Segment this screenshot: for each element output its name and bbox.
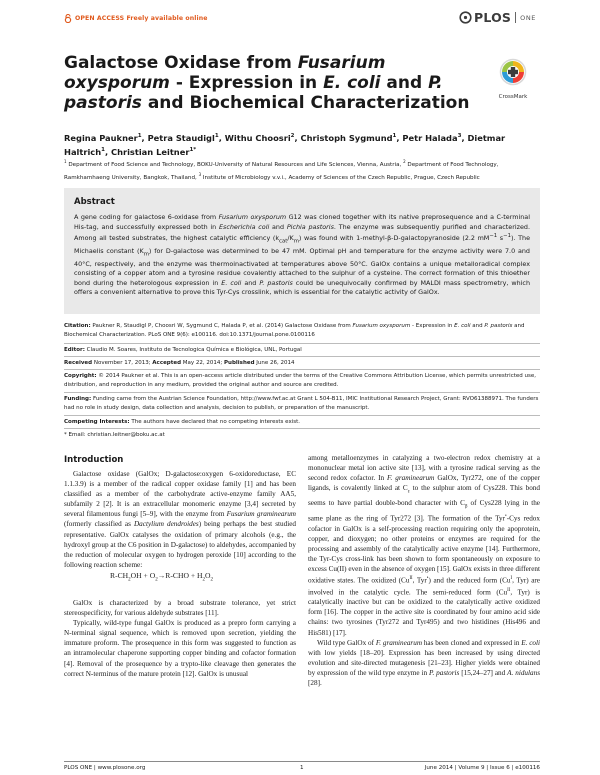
open-access-banner xyxy=(64,14,208,23)
divider xyxy=(64,428,540,429)
divider xyxy=(64,415,540,416)
open-access-label: OPEN ACCESS Freely available online xyxy=(75,15,208,22)
divider xyxy=(64,343,540,344)
plos-logo-icon xyxy=(459,11,472,24)
divider xyxy=(64,392,540,393)
intro-paragraph-5: Wild type GalOx of F. graminearum has been cloned and expressed in E. coli with low yields [18–20]. Expression has been increased by using directed evolution and site-directed mutagenesis [21–23]. Higher yields were obtained by expression of the wild type enzyme in P. pastoris [15,24–27] and A. nidulans [28]. xyxy=(308,638,540,688)
left-column-bottom xyxy=(64,598,296,679)
citation: Citation: Paukner R, Staudigl P, Choosri W, Sygmund C, Halada P, et al. (2014) Galactose Oxidase from Fusarium oxysporum - Expression in E. coli and P. pastoris and Biochemical Characterization. PLoS ONE 9(6): e100116. doi:10.1371/journal.pone.0100116 xyxy=(64,323,525,338)
author[interactable]: Christoph Sygmund$^1$ xyxy=(300,132,397,143)
footer-journal[interactable]: PLOS ONE | www.plosone.org xyxy=(64,765,146,771)
author[interactable]: Petr Halada$^3$ xyxy=(402,132,462,143)
footer-issue: June 2014 | Volume 9 | Issue 6 | e100116 xyxy=(424,765,540,771)
copyright: Copyright: © 2014 Paukner et al. This is an open-access article distributed under the terms of the Creative Commons Attribution License, which permits unrestricted use, distribution, and reproduction in any medium, provided the original author and source are credited. xyxy=(64,373,536,388)
introduction-heading: Introduction xyxy=(64,455,124,465)
footer-divider xyxy=(64,761,540,762)
journal-logo[interactable] xyxy=(459,10,536,25)
abstract-heading: Abstract xyxy=(74,197,115,207)
page-footer xyxy=(64,765,540,774)
abstract-text: A gene coding for galactose 6-oxidase from Fusarium oxysporum G12 was cloned together with its native preprosequence and a C-terminal His-tag, and successfully expressed both in Escherichia coli and Pichia pastoris. The enzyme was subsequently purified and characterized. Among all tested substrates, the highest catalytic efficiency $(k_{cat}/K_m)$ was found with 1-methyl-β-D-galactopyranoside (2.2 $mM^{-1}$ $s^{-1}$). The Michaelis constant $(K_m)$ for D-galactose was determined to be 47 mM. Optimal pH and temperature for the enzyme activity were 7.0 and 40°C, respectively, and the enzyme was thermoinactivated at temperatures above 50°C. GalOx contains a unique metalloradical complex consisting of a copper atom and a tyrosine residue covalently attached to the sulphur of a cysteine. The correct formation of this thioether bond during the heterologous expression in E. coli and P. pastoris could be unequivocally confirmed by MALDI mass spectrometry, which offers a convenient alternative to prove this Tyr-Cys crosslink, which is essential for the catalytic activity of GalOx. xyxy=(74,213,531,297)
author[interactable]: Petra Staudigl$^1$ xyxy=(147,132,219,143)
journal-name: ONE xyxy=(520,13,536,22)
crossmark-label: CrossMark xyxy=(498,94,528,100)
intro-paragraph-3: Typically, wild-type fungal GalOx is produced as a prepro form carrying a N-terminal signal sequence, which is removed upon secretion, yielding the immature proform. The prosequence in this form was suggested to function as an intramolecular chaperone supporting copper binding and cofactor formation [4]. Removal of the prosequence by a trypto-like cleavage then generates the correct N-terminus of the mature protein [12]. GalOx is unusual xyxy=(64,619,296,678)
article-title: Galactose Oxidase from Fusarium oxysporum - Expression in E. coli and P. pastoris and Biochemical Characterization xyxy=(64,53,470,113)
crossmark-badge[interactable] xyxy=(488,58,538,100)
abstract-box xyxy=(64,188,540,314)
author-list: Regina Paukner$^1$, Petra Staudigl$^1$, Withu Choosri$^2$, Christoph Sygmund$^1$, Petr Halada$^3$, Dietmar Haltrich$^1$, Christian Leitner$^{1*}$ xyxy=(64,132,506,158)
page-number: 1 xyxy=(300,765,304,771)
reaction-equation: $R-CH_2OH + O_2\to R-CHO + H_2O_2$ xyxy=(110,571,213,583)
crossmark-icon xyxy=(499,58,527,88)
intro-paragraph-4: among metalloenzymes in catalyzing a two-electron redox chemistry at a mononuclear metal ion active site [13], with a tyrosine radical serving as the second redox cofactor. In F. graminearum GalOx, Tyr272, one of the copper ligands, is covalently linked at $C_\varepsilon$ to the sulphur atom of Cys228. This bond seems to have partial double-bond character with $C_\beta$ of Cys228 lying in the same plane as the ring of Tyr272 [3]. The formation of the Tyr•-Cys redox cofactor in GalOx is a self-processing reaction requiring only the apoprotein, copper, and dioxygen; no other proteins or enzymes are required for the processing and assembly of the catalytically active enzyme [14]. Furthermore, the Tyr-Cys cross-link has been shown to form spontaneously on exposure to excess Cu(II) even in the absence of oxygen [15]. GalOx exists in three different oxidative states. The oxidized ($Cu^{II}$, Tyr•) and the reduced form ($Cu^I$, Tyr) are involved in the catalytic cycle. The semi-reduced form ($Cu^{II}$, Tyr) is catalytically inactive but can be oxidized to the catalytically active oxidized form [16]. The copper in the active site is coordinated by four amino acid side chains: two tyrosines (Tyr272 and Tyr495) and two histidines (His496 and His581) [17]. xyxy=(308,454,541,637)
open-access-lock-icon xyxy=(64,14,72,23)
left-column-top xyxy=(64,469,296,570)
journal-logo-text: PLOS xyxy=(473,10,512,25)
author[interactable]: Withu Choosri$^2$ xyxy=(224,132,295,143)
intro-paragraph-1: Galactose oxidase (GalOx; D-galactose:oxygen 6-oxidoreductase, EC 1.1.3.9) is a member of the radical copper oxidase family [1] and has been classified as a member of the carbohydrate active-enzyme family AA5, subfamily 2 [2]. It is an extracellular monomeric enzyme [3,4] secreted by several filamentous fungi [5–9], with the enzyme from Fusarium graminearum (formerly classified as Dactylium dendroides) being perhaps the best studied representative. GalOx catalyses the oxidation of primary alcohols (e.g., the hydroxyl group at the C6 position in D-galactose) to aldehydes, accompanied by the reduction of molecular oxygen to hydrogen peroxide [10] according to the following reaction scheme: xyxy=(64,470,297,569)
funding: Funding: Funding came from the Austrian Science Foundation, http://www.fwf.ac.at Grant L 504-B11, IMIC Institutional Research Project, Grant: RVO61388971. The funders had no role in study design, data collection and analysis, decision to publish, or preparation of the manuscript. xyxy=(64,396,539,411)
author[interactable]: Dietmar Haltrich$^1$ xyxy=(64,132,506,158)
affiliations: $^1$ Department of Food Science and Technology, BOKU-University of Natural Resources and Life Sciences, Vienna, Austria, $^2$ Department of Food Technology, Ramkhamhaeng University, Bangkok, Thailand, $^3$ Institute of Microbiology v.v.i., Academy of Sciences of the Czech Republic, Prague, Czech Republic xyxy=(64,159,499,182)
editor: Editor: Claudio M. Soares, Instituto de Tecnologica Química e Biológica, UNL, Portugal xyxy=(64,347,302,353)
logo-divider xyxy=(515,12,516,23)
intro-paragraph-2: GalOx is characterized by a broad substrate tolerance, yet strict stereospecificity, for various aldehyde substrates [11]. xyxy=(64,599,296,618)
right-column xyxy=(308,453,540,688)
author[interactable]: Regina Paukner$^1$ xyxy=(64,132,142,143)
author[interactable]: Christian Leitner$^{1*}$ xyxy=(111,147,197,158)
divider xyxy=(64,356,540,357)
divider xyxy=(64,369,540,370)
page-header xyxy=(64,10,536,28)
dates: Received November 17, 2013; Accepted May 22, 2014; Published June 26, 2014 xyxy=(64,360,295,366)
competing-interests: Competing Interests: The authors have declared that no competing interests exist. xyxy=(64,419,301,425)
corresponding-email[interactable]: * Email: christian.leitner@boku.ac.at xyxy=(64,432,165,438)
